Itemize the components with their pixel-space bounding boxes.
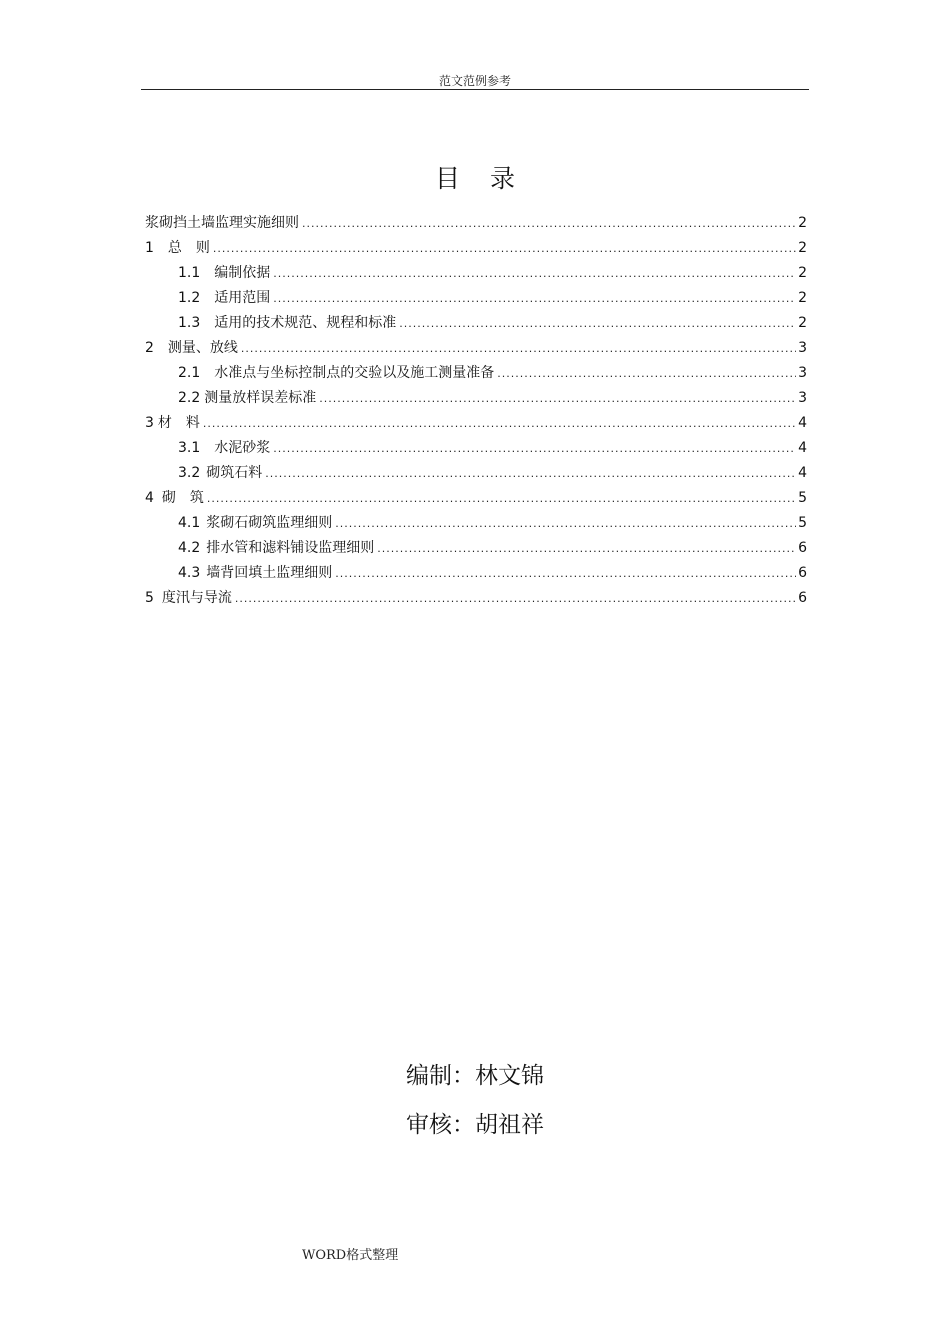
toc-entry[interactable] (145, 486, 807, 511)
toc-dot-leader (335, 561, 796, 586)
toc-entry-page: 3 (798, 390, 807, 406)
toc-entry[interactable] (145, 586, 807, 611)
toc-entry-number: 3.1 (178, 440, 201, 456)
toc-entry-number: 1 (145, 240, 154, 256)
toc-entry[interactable] (145, 361, 807, 386)
toc-entry[interactable] (145, 286, 807, 311)
toc-entry[interactable] (145, 336, 807, 361)
toc-entry-page: 3 (798, 365, 807, 381)
page-header (141, 70, 809, 90)
toc-entry-label: 排水管和滤料铺设监理细则 (206, 540, 375, 556)
toc-entry-label: 总 则 (167, 240, 210, 256)
toc-entry-page: 4 (798, 415, 807, 431)
toc-entry[interactable] (145, 386, 807, 411)
toc-dot-leader (273, 261, 796, 286)
toc-entry-label: 适用的技术规范、规程和标准 (214, 315, 397, 331)
toc-entry-label: 材 料 (157, 415, 200, 431)
toc-dot-leader (497, 361, 796, 386)
toc-entry[interactable] (145, 461, 807, 486)
toc-entry-label: 水泥砂浆 (214, 440, 271, 456)
toc-entry-label: 适用范围 (214, 290, 271, 306)
toc-entry[interactable] (145, 211, 807, 236)
toc-dot-leader (273, 286, 796, 311)
toc-dot-leader (399, 311, 796, 336)
toc-entry-page: 5 (798, 490, 807, 506)
toc-entry-number: 1.3 (178, 315, 201, 331)
toc-dot-leader (302, 211, 796, 236)
toc-entry-page: 5 (798, 515, 807, 531)
toc-entry-page: 6 (798, 565, 807, 581)
toc-entry-page: 2 (798, 215, 807, 231)
toc-dot-leader (203, 411, 796, 436)
toc-entry-page: 2 (798, 315, 807, 331)
page-footer: WORD格式整理 (302, 1248, 399, 1263)
toc-entry-number: 1.1 (178, 265, 201, 281)
toc-entry[interactable] (145, 236, 807, 261)
toc-dot-leader (319, 386, 796, 411)
toc-entry[interactable] (145, 511, 807, 536)
toc-entry-label: 编制依据 (214, 265, 271, 281)
toc-entry[interactable] (145, 536, 807, 561)
toc-entry-label: 度汛与导流 (161, 590, 232, 606)
table-of-contents (145, 211, 807, 611)
signature-block (0, 1052, 950, 1150)
toc-dot-leader (265, 461, 796, 486)
toc-entry-label: 浆砌石砌筑监理细则 (206, 515, 333, 531)
toc-dot-leader (241, 336, 796, 361)
compiled-by: 编制：林文锦 (406, 1063, 544, 1089)
toc-entry-label: 水准点与坐标控制点的交验以及施工测量准备 (214, 365, 495, 381)
toc-entry-page: 6 (798, 590, 807, 606)
header-text: 范文范例参考 (438, 74, 511, 88)
toc-title: 目录 (434, 164, 545, 193)
toc-entry-number: 1.2 (178, 290, 201, 306)
toc-entry-number: 5 (145, 590, 154, 606)
toc-entry-page: 3 (798, 340, 807, 356)
toc-entry-page: 2 (798, 240, 807, 256)
toc-dot-leader (207, 486, 796, 511)
reviewed-by: 审核：胡祖祥 (406, 1112, 544, 1138)
toc-entry-number: 4.1 (178, 515, 201, 531)
toc-entry-page: 4 (798, 465, 807, 481)
toc-entry[interactable] (145, 261, 807, 286)
toc-entry-label: 砌 筑 (161, 490, 204, 506)
toc-entry-label: 砌筑石料 (206, 465, 263, 481)
toc-dot-leader (335, 511, 796, 536)
toc-entry-number: 2.2 (178, 390, 201, 406)
toc-entry-label: 测量、放线 (167, 340, 238, 356)
toc-entry-number: 4 (145, 490, 154, 506)
toc-entry-page: 4 (798, 440, 807, 456)
toc-entry-number: 2.1 (178, 365, 201, 381)
toc-dot-leader (377, 536, 796, 561)
toc-entry[interactable] (145, 436, 807, 461)
toc-entry-label: 浆砌挡土墙监理实施细则 (145, 215, 299, 231)
toc-entry-page: 6 (798, 540, 807, 556)
toc-entry[interactable] (145, 311, 807, 336)
toc-entry-page: 2 (798, 265, 807, 281)
toc-entry-label: 测量放样误差标准 (204, 390, 317, 406)
toc-entry[interactable] (145, 561, 807, 586)
toc-dot-leader (235, 586, 796, 611)
toc-entry-number: 4.2 (178, 540, 201, 556)
toc-entry-number: 3.2 (178, 465, 201, 481)
toc-entry-number: 3 (145, 415, 154, 431)
toc-entry-page: 2 (798, 290, 807, 306)
toc-entry[interactable] (145, 411, 807, 436)
toc-entry-number: 4.3 (178, 565, 201, 581)
toc-entry-label: 墙背回填土监理细则 (206, 565, 333, 581)
toc-dot-leader (273, 436, 796, 461)
toc-entry-number: 2 (145, 340, 154, 356)
toc-dot-leader (213, 236, 796, 261)
